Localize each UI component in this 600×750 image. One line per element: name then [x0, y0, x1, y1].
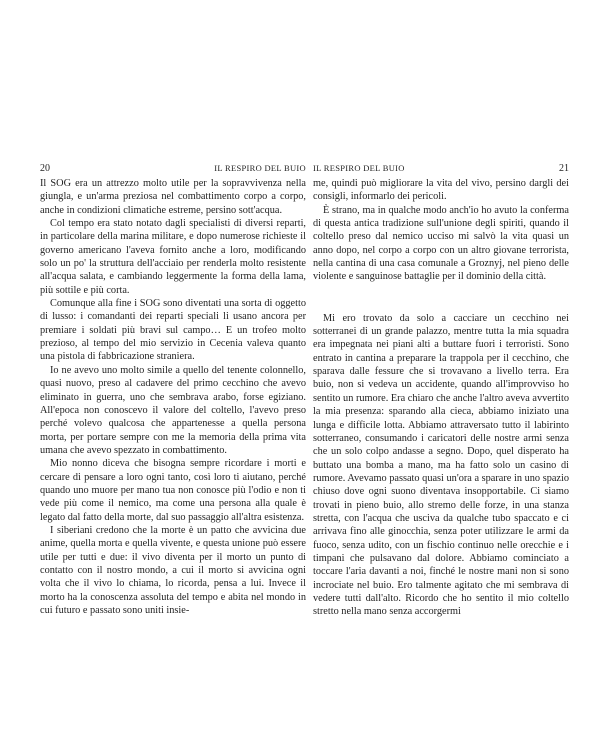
right-page	[313, 163, 569, 619]
right-page-number: 21	[559, 163, 569, 174]
right-running-head: IL RESPIRO DEL BUIO	[313, 163, 405, 173]
paragraph: Il SOG era un attrezzo molto utile per la sopravvivenza nella giungla, e un'arma preziosa nel combattimento corpo a corpo, anche in condizioni climatiche estreme, persino sott'acqua.	[40, 178, 306, 216]
right-page-header	[313, 163, 569, 175]
paragraph: Comunque alla fine i SOG sono diventati una sorta di oggetto di lusso: i comandanti dei reparti speciali li usano ancora per premiare i soldati più bravi sul campo… E un trofeo molto prezioso, al tempo del mio servizio in Cecenia valeva quanto una pistola di fabbricazione straniera.	[40, 298, 306, 363]
left-running-head: IL RESPIRO DEL BUIO	[214, 163, 306, 173]
left-page	[40, 163, 306, 617]
paragraph: Col tempo era stato notato dagli specialisti di diversi reparti, in particolare della marina militare, e dopo numerose richieste il governo americano l'aveva fornito anche a loro, modificando solo un po' la struttura dell'acciaio per renderla molto resistente all'acqua salata, e cambiando leggermente la forma della lama, più sottile e più corta.	[40, 218, 306, 296]
paragraph: Io ne avevo uno molto simile a quello del tenente colonnello, quasi nuovo, preso al cadavere del primo cecchino che avevo eliminato in guerra, uno che sembrava arabo, forse egiziano. All'epoca non conoscevo il valore del coltello, l'avevo preso perché volevo qualcosa che appartenesse a quella persona morta, per portare sempre con me la memoria della prima vita umana che avevo spezzato in combattimento.	[40, 364, 306, 456]
left-page-number: 20	[40, 163, 50, 174]
paragraph: Mi ero trovato da solo a cacciare un cecchino nei sotterranei di un grande palazzo, mentre tutta la mia squadra era impegnata nei piani alti a buttare fuori i terroristi. Sono entrato in cantina a preparare la trappola per il cecchino, che sparava dalle fessure che si trovavano a livello terra. Era buio, non si vedeva un accidente, quando all'improvviso ho sentito un rumore. Era chiaro che anche l'altro aveva avvertito la mia presenza: sparando alla cieca, abbiamo iniziato una lunga e difficile lotta. Abbiamo attraversato tutto il labirinto sotterraneo, consumando i caricatori delle nostre armi senza che un solo colpo andasse a segno. Dopo, quel disperato ha buttato una bomba a mano, ma ha fatto solo un casino di rumore. Avevamo passato quasi un'ora a sparare in uno spazio chiuso dove ogni suono diventava insopportabile. Ci siamo trovati in pieno buio, allo stremo delle forze, in una stanza stretta, con l'acqua che usciva da qualche tubo spaccato e ci arrivava fino alle ginocchia, senza poter utilizzare le armi da fuoco, senza udito, con un fischio continuo nelle orecchie e i timpani che pulsavano dal dolore. Abbiamo cominciato a toccare l'aria davanti a noi, finché le nostre mani non si sono incrociate nel buio. Ero talmente agitato che mi sembrava di vedere tutti dall'alto. Ricordo che ho sentito il mio coltello stretto nella mano senza accorgermi	[313, 312, 569, 618]
right-page-text	[313, 177, 569, 619]
paragraph: I siberiani credono che la morte è un patto che avvicina due anime, quella morta e quella vivente, e questa unione può essere utile per tutti e due: il vivo diventa per il morto un punto di contatto con il nostro mondo, a cui il morto si avvicina ogni volta che il vivo lo chiama, lo ricorda, pensa a lui. Invece il morto ha la conoscenza assoluta del tempo e abita nel mondo in cui futuro e passato sono uniti insie-	[40, 524, 306, 616]
paragraph: me, quindi può migliorare la vita del vivo, persino dargli dei consigli, informarlo dei pericoli.	[313, 178, 569, 203]
section-break	[313, 284, 569, 312]
left-page-text	[40, 177, 306, 617]
paragraph: È strano, ma in qualche modo anch'io ho avuto la conferma di questa antica tradizione sull'unione degli spiriti, quando il coltello preso dal nemico ucciso mi salvò la vita quasi un anno dopo, nel corpo a corpo con un altro giovane terrorista, nella cantina di una casa comunale a Groznyj, nel pieno delle violente e sanguinose battaglie per il dominio della città.	[313, 204, 569, 283]
paragraph: Mio nonno diceva che bisogna sempre ricordare i morti e cercare di pensare a loro ogni tanto, così loro ti aiutano, perché quando uno muore per mano tua non conosce più l'odio e non ti vede più come il nemico, ma come una persona alla quale è legato dal fatto della morte, dal suo passaggio all'altra esistenza.	[40, 458, 306, 523]
left-page-header	[40, 163, 306, 175]
